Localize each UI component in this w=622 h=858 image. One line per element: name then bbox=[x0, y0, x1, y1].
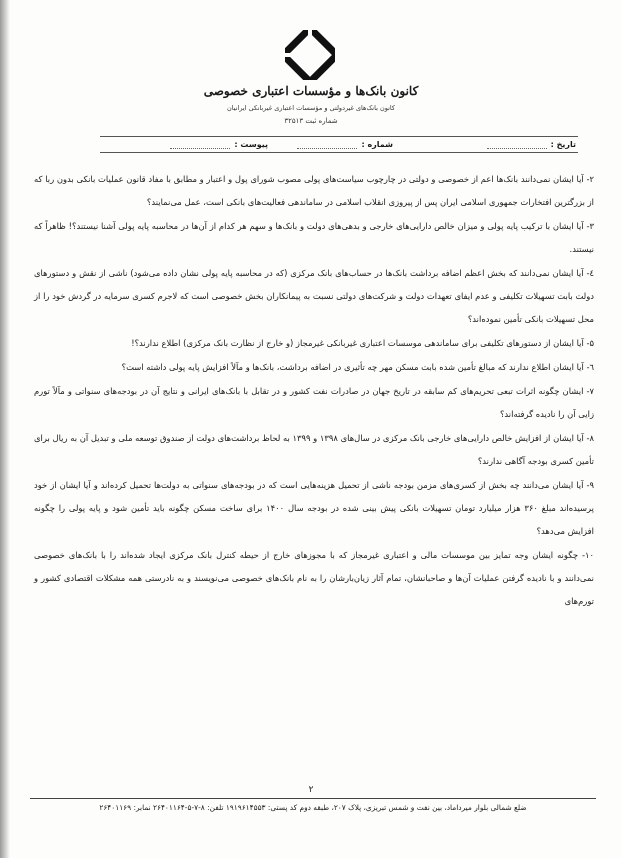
registration-line bbox=[0, 117, 622, 125]
letter-body bbox=[34, 168, 594, 613]
page-number: ۲ bbox=[308, 785, 314, 795]
date-label: تاریخ : bbox=[550, 140, 576, 149]
question-8: ۸- آیا ایشان از افزایش خالص دارایی‌های خارجی بانک مرکزی در سال‌های ۱۳۹۸ و ۱۳۹۹ به لحاظ برداشت‌های دولت از صندوق توسعه ملی و تبدیل آن به ریال برای تأمین کسری بودجه آگاهی ندارند؟ bbox=[34, 433, 594, 466]
organization-subtitle: کانون بانک‌های غیردولتی و مؤسسات اعتباری غیربانکی ایرانیان bbox=[227, 104, 395, 112]
question-10: ۱۰- چگونه ایشان وجه تمایز بین موسسات مالی و اعتباری غیرمجاز که با مجوزهای خارج از حیطه کنترل بانک مرکزی ایجاد شده‌اند را با بانک‌های خصوصی نمی‌دانند و با نادیده گرفتن عملیات آن‌ها و صاحبانشان، تمام آثار زیان‌بارشان را به نام بانک‌های خصوصی می‌نویسند و به نادرستی همه مشکلات اقتصادی کشور و تورم‌های bbox=[34, 550, 594, 606]
attachment-blank bbox=[170, 141, 230, 149]
date-blank bbox=[487, 141, 547, 149]
question-6: ٦- آیا ایشان اطلاع ندارند که مبالغ تأمین شده بابت مسکن مهر چه تأثیری در اضافه برداشت، بانک‌ها و مآلاً افزایش پایه پولی داشته است؟ bbox=[121, 362, 594, 372]
page-edge-shadow bbox=[0, 0, 10, 858]
letter-header-bar bbox=[100, 136, 578, 153]
footer-address: ضلع شمالی بلوار میرداماد، بین نفت و شمس تبریزی، پلاک ۲۰۷، طبقه دوم کد پستی: ۱۹۱۹۶۱۴۵۵۳ تلفن: ۸-۷-۵-۲۶۴۰۱۱۶۴ نمابر: ۲۶۴۰۱۱۶۹ bbox=[99, 803, 527, 812]
number-blank bbox=[297, 141, 357, 149]
question-3: ۳- آیا ایشان با ترکیب پایه پولی و میزان خالص دارایی‌های خارجی و بدهی‌های دولت و بانک‌ها و سهم هر کدام از آن‌ها در محاسبه پایه پولی آشنا نیستند؟! ظاهراً که نیستند. bbox=[34, 221, 594, 254]
attachment-label: پیوست : bbox=[234, 140, 268, 149]
question-5: ۵- آیا ایشان از دستورهای تکلیفی برای ساماندهی موسسات اعتباری غیربانکی غیرمجاز (و خارج از نظارت بانک مرکزی) اطلاع ندارند؟! bbox=[131, 338, 594, 348]
question-9: ۹- آیا ایشان می‌دانند چه بخش از کسری‌های مزمن بودجه ناشی از تحمیل هزینه‌هایی است که در بودجه‌های سنواتی به دولت‌ها تحمیل کرده‌اند و آیا ایشان از خود پرسیده‌اند مبلغ ۳۶۰ هزار میلیارد تومان تسهیلات بانکی پیش بینی شده در بودجه سال ۱۴۰۰ برای ساخت مسکن چگونه باید تأمین شود و پایه پولی را چگونه افزایش می‌دهد؟ bbox=[34, 480, 595, 536]
question-4: ٤- آیا ایشان نمی‌دانند که بخش اعظم اضافه برداشت بانک‌ها در حساب‌های بانک مرکزی (که در محاسبه پایه پولی نشان داده می‌شود) ناشی از نقش و دستورهای دولت بابت تسهیلات تکلیفی و عدم ایفای تعهدات دولت و شرکت‌های دولتی نسبت به پیمانکاران بخش خصوصی است که لاجرم کسری سرمایه در گردش خود را از محل تسهیلات بانکی تأمین نموده‌اند؟ bbox=[34, 268, 594, 324]
date-field bbox=[487, 140, 576, 149]
attachment-field bbox=[170, 140, 268, 149]
registration-number: ۳۲۵۱۳ bbox=[284, 117, 304, 125]
organization-name: کانون بانک‌ها و مؤسسات اعتباری خصوصی bbox=[203, 84, 419, 98]
registration-label: شماره ثبت bbox=[305, 117, 338, 125]
number-field bbox=[297, 140, 393, 149]
question-2: ۲- آیا ایشان نمی‌دانند بانک‌ها اعم از خصوصی و دولتی در چارچوب سیاست‌های پولی مصوب شورای پول و اعتبار و مطابق با مفاد قانون عملیات بانکی بدون ربا که از بزرگترین افتخارات جمهوری اسلامی ایران پس از پیروزی انقلاب اسلامی در ساماندهی فعالیت‌های بانکی است، عمل می‌نمایند؟ bbox=[34, 174, 594, 207]
number-label: شماره : bbox=[361, 140, 393, 149]
bank-association-logo-icon bbox=[285, 30, 335, 80]
question-7: ۷- ایشان چگونه اثرات تبعی تحریم‌های کم سابقه در تاریخ جهان در صادرات نفت کشور و در تقابل با بانک‌های ایرانی و نتایج آن در بودجه‌های سنواتی و مآلاً تورم زایی آن را نادیده گرفته‌اند؟ bbox=[34, 386, 594, 419]
footer-divider bbox=[30, 798, 596, 799]
